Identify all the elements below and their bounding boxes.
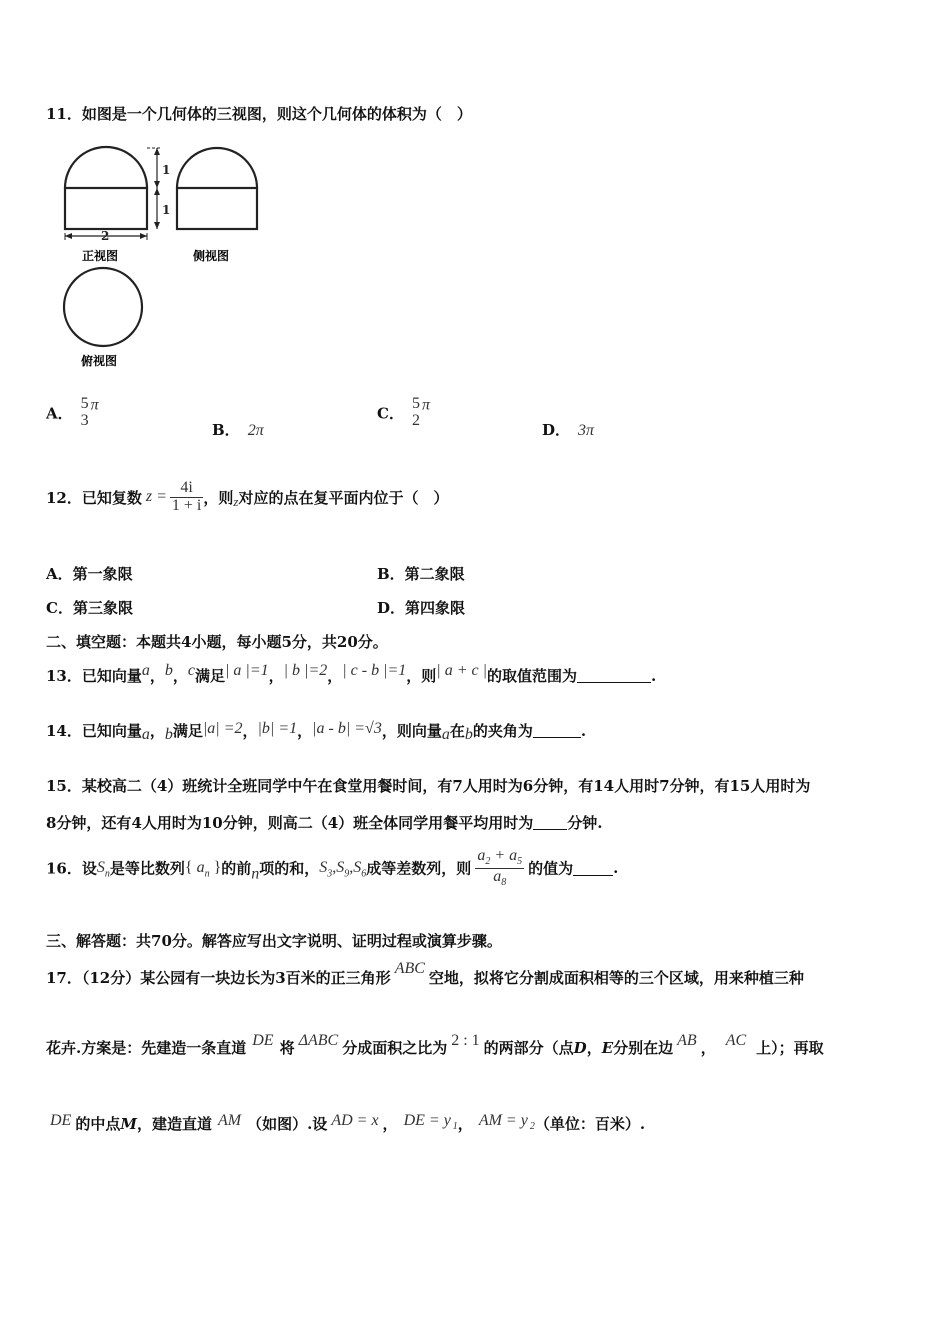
section-3-heading: 三、解答题：共70分。解答应写出文字说明、证明过程或演算步骤。 xyxy=(46,932,502,950)
dim-one-bottom: 1 xyxy=(162,203,171,217)
q11-option-c: C． 5 2 π xyxy=(377,395,430,429)
front-view xyxy=(65,147,170,263)
top-view-caption: 俯视图 xyxy=(81,354,118,368)
q12-stem: 12．已知复数 z = $\frac{4i}{1 + i}$ ，则$_z$对应的点在复平面内位于（ ） xyxy=(46,479,449,514)
q16: 16．设$S_n$是等比数列{ $a_n$ }的前n项的和，$S_3,S_9,S_6$成等差数列，则 $\frac{a_2 + a_5}{a_8}$ 的值为 . xyxy=(46,847,619,888)
front-view-caption: 正视图 xyxy=(82,249,119,263)
q15-line2: 8分钟，还有4人用时为10分钟，则高二（4）班全体同学用餐平均用时为 分钟. xyxy=(46,814,603,832)
q11-option-d: D． 3π xyxy=(542,421,595,439)
dim-two: 2 xyxy=(101,229,110,243)
dim-one-top: 1 xyxy=(162,163,171,177)
q17-line3: DE 的中点M，建造直道 AM （如图）.设 AD = x ， DE = y $_1$， AM = y $_2$（单位：百米）. xyxy=(50,1112,646,1133)
q12-option-c: C．第三象限 xyxy=(46,599,133,617)
q11-option-a: A． 5 3 π xyxy=(46,395,99,429)
side-view-caption: 侧视图 xyxy=(193,249,230,263)
q17-line1: 17．（12分）某公园有一块边长为3百米的正三角形ABC空地，拟将它分割成面积相等的三个区域，用来种植三种 xyxy=(46,960,804,987)
q11-stem: 11．如图是一个几何体的三视图，则这个几何体的体积为（ ） xyxy=(46,105,472,123)
q14-answer-blank[interactable] xyxy=(533,723,581,738)
q15-line1: 15．某校高二（4）班统计全班同学中午在食堂用餐时间，有7人用时为6分钟，有14人用时7分钟，有15人用时为 xyxy=(46,777,811,795)
q13-answer-blank[interactable] xyxy=(577,668,651,683)
side-view xyxy=(177,148,257,263)
q11-option-b: B． 2π xyxy=(212,421,264,439)
q12-option-d: D．第四象限 xyxy=(377,599,466,617)
q12-option-b: B．第二象限 xyxy=(377,565,465,583)
q17-line2: 花卉.方案是：先建造一条直道 DE 将 ΔABC 分成面积之比为 2 : 1 的两部分（点D，E分别在边 AB ， AC 上）；再取 xyxy=(46,1032,824,1057)
q13: 13．已知向量a，b，c满足| a |=1，| b |=2，| c - b |=1，则| a + c |的取值范围为 . xyxy=(46,662,657,685)
q16-answer-blank[interactable] xyxy=(573,861,613,876)
top-view xyxy=(64,268,142,368)
section-2-heading: 二、填空题：本题共4小题，每小题5分，共20分。 xyxy=(46,633,388,651)
three-view-figure xyxy=(58,140,273,380)
q15-answer-blank[interactable] xyxy=(533,815,567,830)
q14: 14．已知向量a，b满足|a| =2，|b| =1，|a - b| =√3，则向量a在b的夹角为 . xyxy=(46,720,587,743)
q12-option-a: A．第一象限 xyxy=(46,565,133,583)
